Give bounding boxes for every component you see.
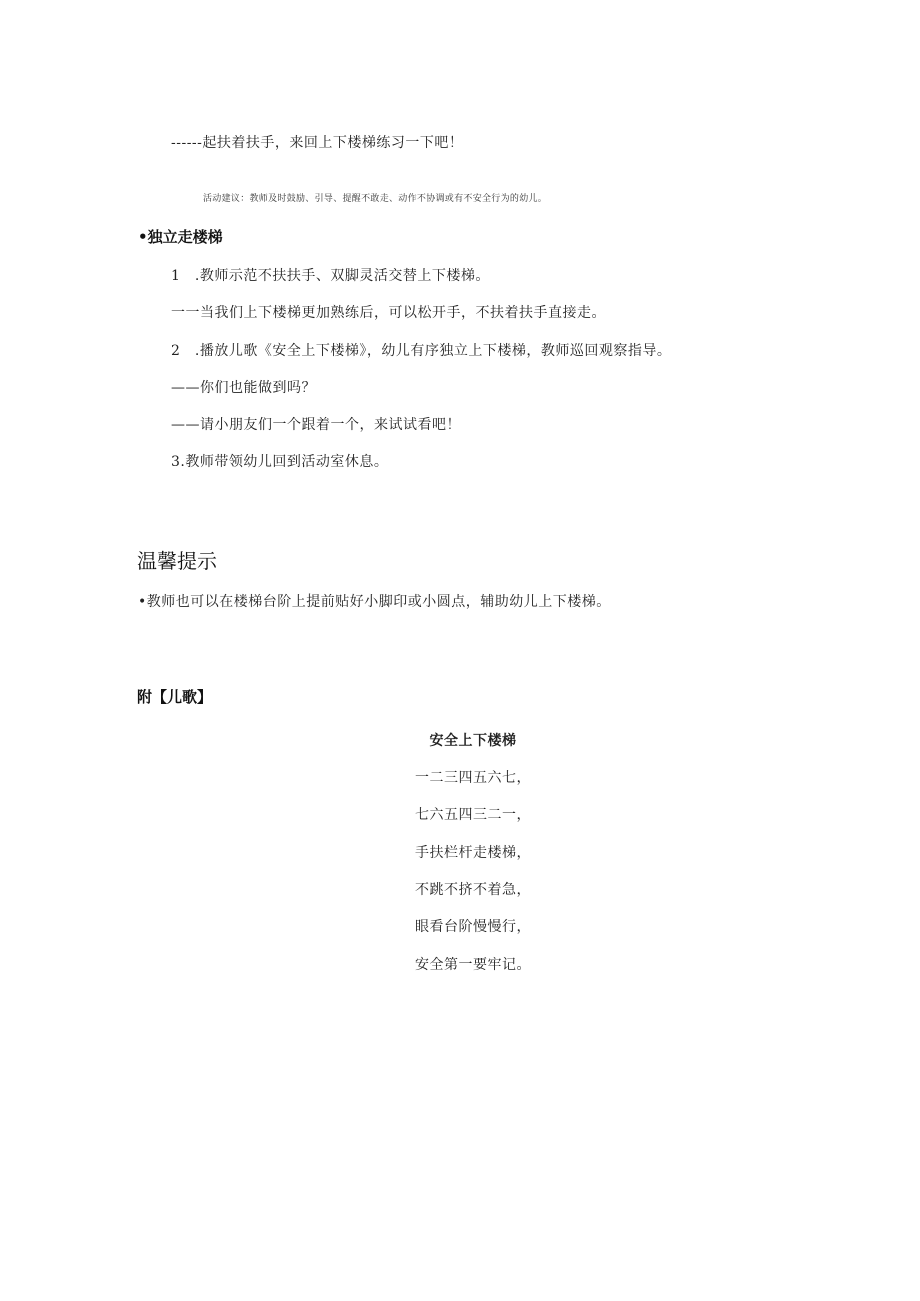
appendix-heading: 附【儿歌】	[137, 688, 213, 706]
practice-line: ------起扶着扶手，来回上下楼梯练习一下吧！	[171, 135, 464, 151]
step-item-5: ——请小朋友们一个跟着一个，来试试看吧！	[171, 417, 461, 433]
poem-title: 安全上下楼梯	[429, 733, 517, 749]
tips-text: •教师也可以在楼梯台阶上提前贴好小脚印或小圆点，辅助幼儿上下楼梯。	[138, 594, 611, 610]
step-item-6: 3.教师带领幼儿回到活动室休息。	[171, 454, 389, 470]
step-item-4: ——你们也能做到吗？	[171, 380, 316, 396]
step-item-3: 2 .播放儿歌《安全上下楼梯》，幼儿有序独立上下楼梯，教师巡回观察指导。	[171, 343, 672, 359]
poem-line-6: 安全第一要牢记。	[415, 957, 531, 973]
poem-line-2: 七六五四三二一，	[415, 807, 531, 823]
poem-line-3: 手扶栏杆走楼梯，	[415, 845, 531, 861]
section-heading-independent-stairs: •独立走楼梯	[138, 228, 223, 246]
step-item-2: 一一当我们上下楼梯更加熟练后，可以松开手，不扶着扶手直接走。	[171, 305, 606, 321]
poem-line-1: 一二三四五六七，	[415, 770, 531, 786]
poem-line-5: 眼看台阶慢慢行，	[415, 919, 531, 935]
poem-line-4: 不跳不挤不着急，	[415, 882, 531, 898]
tips-heading: 温馨提示	[137, 549, 217, 573]
step-item-1: 1 .教师示范不扶扶手、双脚灵活交替上下楼梯。	[171, 268, 490, 284]
activity-suggestion: 活动建议：教师及时鼓励、引导、提醒不敢走、动作不协调或有不安全行为的幼儿。	[203, 194, 548, 204]
